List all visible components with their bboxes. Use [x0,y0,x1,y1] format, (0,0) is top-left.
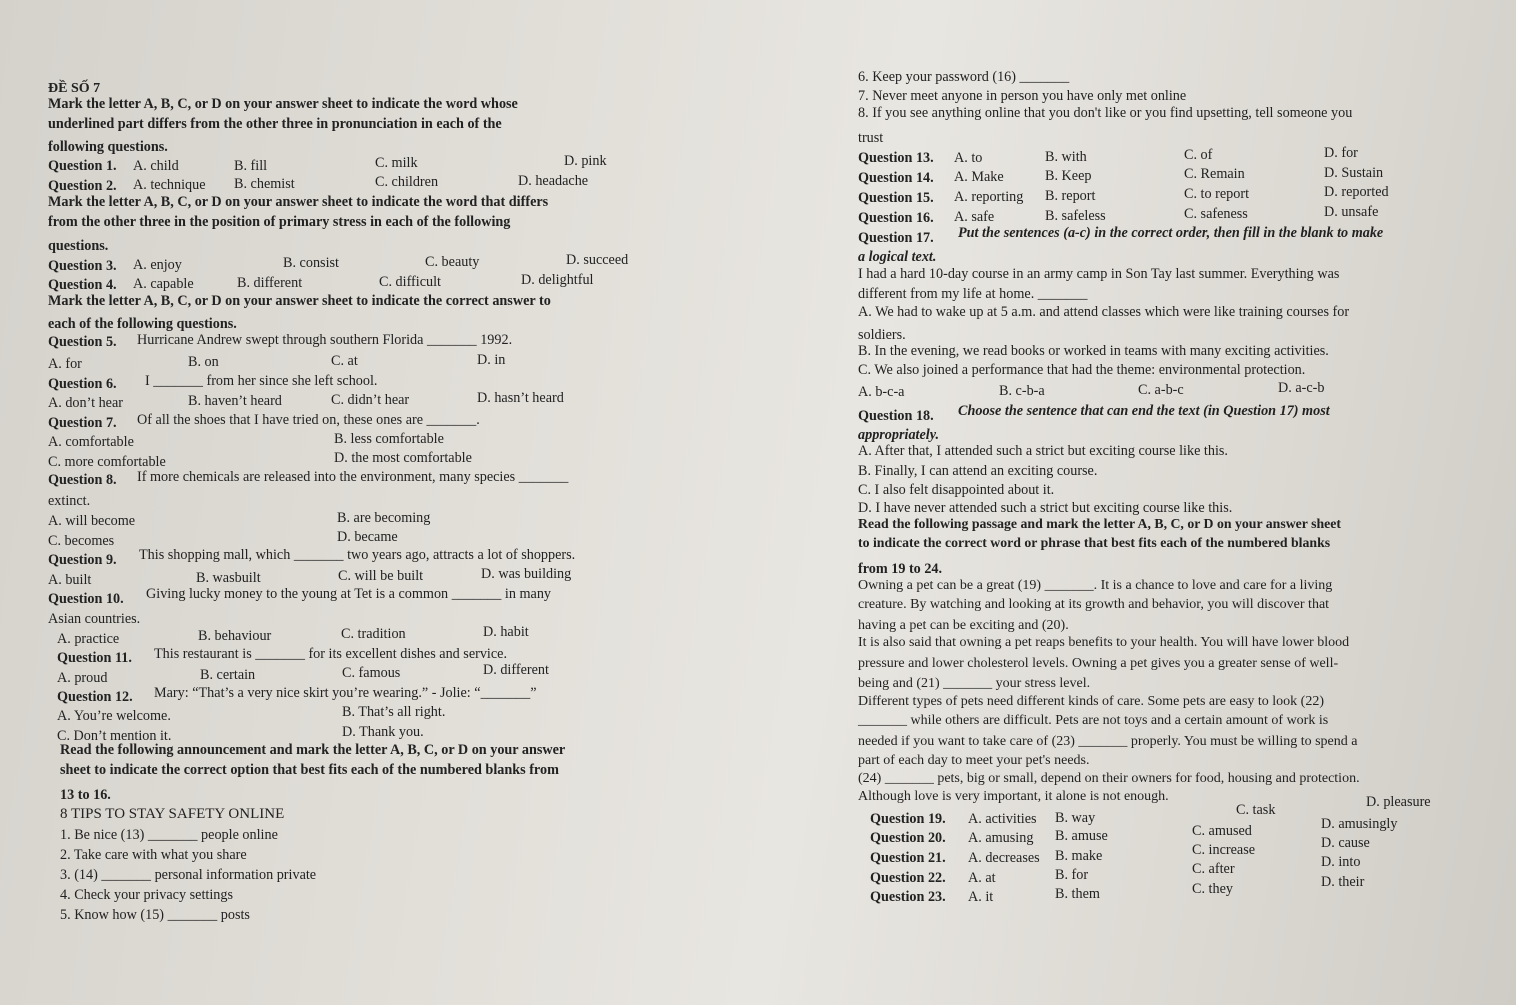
instruction-stress-3: questions. [48,238,109,254]
tip-2: 2. Take care with what you share [60,847,247,863]
instruction-correct-answer-2: each of the following questions. [48,316,237,332]
instruction-correct-answer-1: Mark the letter A, B, C, or D on your answer sheet to indicate the correct answer to [48,293,551,309]
passage-line-7: Different types of pets need different kinds of care. Some pets are easy to look (22) [858,694,1324,709]
instruction-pronunciation-3: following questions. [48,139,168,155]
tip-4: 4. Check your privacy settings [60,887,233,903]
passage-line-5: pressure and lower cholesterol levels. Owning a pet gives you a greater sense of well- [858,656,1339,671]
tip-1: 1. Be nice (13) _______ people online [60,827,278,843]
instruction-passage-1: Read the following passage and mark the letter A, B, C, or D on your answer sheet [858,516,1342,531]
passage-line-12: Although love is very important, it alone is not enough. [858,789,1169,804]
tip-7: 7. Never meet anyone in person you have only met online [858,88,1187,104]
passage-line-10: part of each day to meet your pet's needs. [858,753,1090,768]
tip-3: 3. (14) _______ personal information private [60,867,317,883]
tip-6: 6. Keep your password (16) _______ [858,69,1070,85]
passage-line-6: being and (21) _______ your stress level. [858,676,1091,691]
tip-8-cont: trust [858,130,884,146]
instruction-stress-1: Mark the letter A, B, C, or D on your answer sheet to indicate the word that differs [48,194,549,210]
instruction-announcement-2: sheet to indicate the correct option that best fits each of the numbered blanks from [60,762,559,778]
instruction-pronunciation-2: underlined part differs from the other three in pronunciation in each of the [48,116,502,132]
tip-5: 5. Know how (15) _______ posts [60,907,250,923]
exam-page: ĐỀ SỐ 7 Mark the letter A, B, C, or D on your answer sheet to indicate the word whose underlined part differs from the other three in pronunciation in each of the following questions. Question 1. A. child B. fill C. milk D. pink Question 2. A. technique B. chemist C. children D. headache Mark the letter A, B, C, or D on your answer sheet to indicate the word that differs from the other three in the position of primary stress in each of the following questions. Question 3. A. enjoy B. consist C. beauty D. succeed Question 4. A. capable B. different C. difficult D. delightful Mark the letter A, B, C, or D on your answer sheet to indicate the correct answer to each of the following questions. Question 5. Hurricane Andrew swept through southern Florida _______ 1992. A. for B. on C. at D. in Question 6. I _______ from her since she left school. A. don’t hear B. haven’t heard C. didn’t hear D. hasn’t heard Question 7. Of all the shoes that I have tried on, these ones are _______. A. comfortable B. less comfortable C. more comfortable D. the most comfortable Question 8. If more chemicals are released into the environment, many species _______ extinct. A. will become B. are becoming C. becomes D. became Question 9. This shopping mall, which _______ two years ago, attracts a lot of shoppers. A. built B. wasbuilt C. will be built D. was building Question 10. Giving lucky money to the young at Tet is a common _______ in many Asian countries. A. practice B. behaviour C. tradition D. habit Question 11. This restaurant is _______ for its excellent dishes and service. A. proud B. certain C. famous D. different Question 12. Mary: “That’s a very nice skirt you’re wearing.” - Jolie: “_______” A. You’re welcome. B. That’s all right. C. Don’t mention it. D. Thank you. Read the following announcement and mark the letter A, B, C, or D on your answer sheet to indicate the correct option that best fits each of the numbered blanks from 13 to 16. 8 TIPS TO STAY SAFETY ONLINE 1. Be nice (13) _______ people online 2. Take care with what you share 3. (14) _______ personal information private 4. Check your privacy settings 5. Know how (15) _______ posts 6. Keep your password (16) _______ 7. Never meet anyone in person you have only met online 8. If you see anything online that you don't like or you find upsetting, tell someone you trust Question 13. A. to B. with C. of D. for Question 14. A. Make B. Keep C. Remain D. Sustain Question 15. A. reporting B. report C. to report D. reported Question 16. A. safe B. safeless C. safeness D. unsafe Question 17. Put the sentences (a-c) in the correct order, then fill in the blank to make a logical text. I had a hard 10-day course in an army camp in Son Tay last summer. Everything was different from my life at home. _______ A. We had to wake up at 5 a.m. and attend classes which were like training courses for soldiers. B. In the evening, we read books or worked in teams with many exciting activities. C. We also joined a performance that had the theme: environmental protection. A. b-c-a B. c-b-a C. a-b-c D. a-c-b Question 18. Choose the sentence that can end the text (in Question 17) most appropriately. A. After that, I attended such a strict but exciting course like this. B. Finally, I can attend an exciting course. C. I also felt disappointed about it. D. I have never attended such a strict but exciting course like this. Read the following passage and mark the letter A, B, C, or D on your answer sheet to indicate the correct word or phrase that best fits each of the numbered blanks from 19 to 24. Owning a pet can be a great (19) _______. It is a chance to love and care for a living creature. By watching and looking at its growth and behavior, you will discover that having a pet can be exciting and (20). It is also said that owning a pet reaps benefits to your health. You will have lower blood pressure and lower cholesterol levels. Owning a pet gives you a greater sense of well- being and (21) _______ your stress level. Different types of pets need different kinds of care. Some pets are easy to look (22) _______ while others are difficult. Pets are not toys and a certain amount of work is needed if you want to take care of (23) _______ properly. You must be willing to spend a part of each day to meet your pet's needs. (24) _______ pets, big or small, depend on their owners for food, housing and protection. Although love is very important, it alone is not enough. Question 19. A. activities B. way C. task D. pleasure Question 20. A. amusing B. amuse C. amused D. amusingly Question 21. A. decreases B. make C. increase D. cause Question 22. A. at B. for C. after D. into Question 23. A. it B. them C. they D. their [0,0,1516,1005]
tips-title: 8 TIPS TO STAY SAFETY ONLINE [60,806,285,822]
instruction-announcement-1: Read the following announcement and mark the letter A, B, C, or D on your answer [60,742,566,758]
instruction-pronunciation-1: Mark the letter A, B, C, or D on your answer sheet to indicate the word whose [48,96,518,112]
passage-line-9: needed if you want to take care of (23) _______ properly. You must be willing to spend a [858,734,1358,749]
tip-8: 8. If you see anything online that you don't like or you find upsetting, tell someone you [858,105,1353,121]
instruction-stress-2: from the other three in the position of primary stress in each of the following [48,214,511,230]
passage-line-3: having a pet can be exciting and (20). [858,618,1069,633]
instruction-passage-2: to indicate the correct word or phrase that best fits each of the numbered blanks [858,535,1331,550]
passage-line-11: (24) _______ pets, big or small, depend on their owners for food, housing and protection. [858,771,1360,786]
passage-line-4: It is also said that owning a pet reaps benefits to your health. You will have lower blood [858,635,1350,650]
exam-title: ĐỀ SỐ 7 [48,81,101,96]
instruction-announcement-3: 13 to 16. [60,787,111,803]
instruction-passage-3: from 19 to 24. [858,561,943,577]
passage-line-8: _______ while others are difficult. Pets are not toys and a certain amount of work is [858,713,1329,728]
passage-line-2: creature. By watching and looking at its growth and behavior, you will discover that [858,597,1330,612]
passage-line-1: Owning a pet can be a great (19) _______. It is a chance to love and care for a living [858,578,1333,593]
